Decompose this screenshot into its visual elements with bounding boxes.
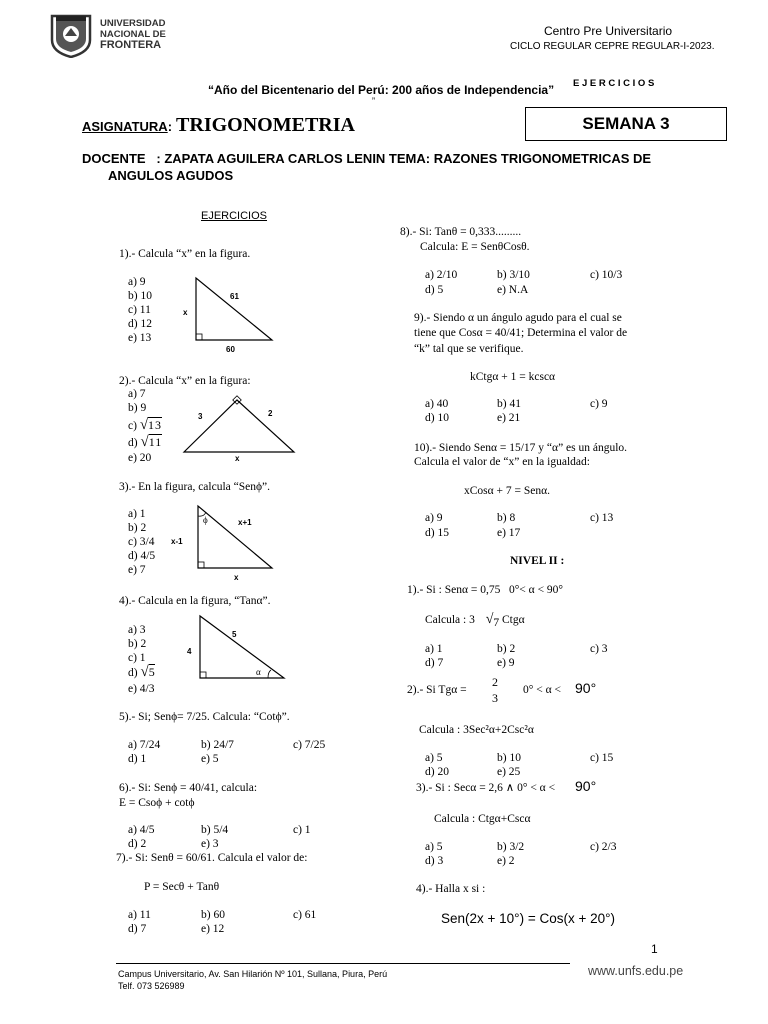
option: a) 5 [425, 841, 443, 853]
ejercicios-header: E J E R C I C I O S [573, 78, 655, 89]
label-side: x-1 [171, 537, 183, 546]
sqrt-icon: √ [140, 434, 149, 450]
level2-problem-3: 3).- Si : Secα = 2,6 ∧ 0° < α < [416, 782, 556, 794]
triangle-figure-2 [180, 392, 300, 464]
option: e) 20 [128, 452, 152, 464]
label-phi: ϕ [203, 515, 208, 525]
label-base: x [234, 573, 239, 582]
sqrt-icon: √ [485, 612, 494, 627]
option: e) 2 [497, 855, 515, 867]
university-logo [48, 14, 172, 58]
level2-problem-4: 4).- Halla x si : [416, 883, 486, 895]
option: c) 1 [293, 824, 311, 836]
label-side: 4 [187, 647, 192, 656]
option: d) 7 [425, 657, 444, 669]
problem-10-line1: 10).- Siendo Senα = 15/17 y “α” es un ángulo. [414, 442, 628, 454]
option-letter: d) [128, 437, 138, 449]
problem-3-question: 3).- En la figura, calcula “Senϕ”. [119, 481, 271, 493]
problem-8-line1: 8).- Si: Tanθ = 0,333......... [400, 226, 522, 238]
triangle-figure-3 [168, 502, 288, 586]
option: b) 10 [128, 290, 152, 302]
option: e) 3 [201, 838, 219, 850]
option: a) 5 [425, 752, 443, 764]
label-3: 3 [198, 412, 203, 421]
problem-10-line2: Calcula el valor de “x” en la igualdad: [414, 456, 590, 468]
option: b) 3/10 [497, 269, 530, 281]
option: d) 10 [425, 412, 449, 424]
option [128, 665, 155, 680]
radicand: 11 [148, 435, 163, 449]
option: c) 10/3 [590, 269, 623, 281]
option: a) 7/24 [128, 739, 161, 751]
problem-4-question: 4).- Calcula en la figura, “Tanα”. [119, 595, 271, 607]
triangle-figure-1 [180, 272, 280, 358]
university-crest-icon [48, 14, 94, 58]
option: a) 1 [425, 643, 443, 655]
range-limit: 90° [575, 680, 597, 696]
sqrt-icon: √ [139, 417, 149, 433]
university-name-line3: FRONTERA [100, 39, 162, 51]
problem-9-line3: “k” tal que se verifique. [414, 343, 524, 355]
range-limit: 90° [575, 778, 597, 794]
course-label: ASIGNATURA [82, 119, 168, 134]
option: e) 12 [201, 923, 225, 935]
option: d) 3 [425, 855, 444, 867]
option: d) 1 [128, 753, 147, 765]
option-letter: c) [128, 420, 137, 432]
radicand: 13 [148, 418, 163, 432]
label-alpha: α [256, 667, 261, 677]
option: a) 3 [128, 624, 146, 636]
range-prefix: 0° < α < [523, 684, 561, 696]
option: b) 60 [201, 909, 225, 921]
calc-radical [486, 613, 499, 630]
option: e) 5 [201, 753, 219, 765]
radicand: 5 [148, 665, 155, 679]
page-number: 1 [651, 942, 658, 956]
option: c) 9 [590, 398, 608, 410]
sqrt-icon: √ [140, 664, 149, 680]
option: e) 13 [128, 332, 152, 344]
option: a) 11 [128, 909, 151, 921]
option: c) 3/4 [128, 536, 155, 548]
problem-6-expression: E = Csoϕ + cotϕ [119, 797, 195, 809]
problem-10-expression: xCosα + 7 = Senα. [464, 485, 551, 497]
option: d) 4/5 [128, 550, 156, 562]
option: c) 1 [128, 652, 146, 664]
level-title: NIVEL II : [510, 555, 565, 567]
problem-2-question: 2).- Calcula “x” en la figura: [119, 375, 251, 387]
week-badge: SEMANA 3 [525, 107, 727, 141]
footer-address: Campus Universitario, Av. San Hilarión Nº 101, Sullana, Piura, Perú [118, 969, 388, 979]
option: b) 2 [128, 638, 147, 650]
problem-1-question: 1).- Calcula “x” en la figura. [119, 248, 251, 260]
university-name-line1: UNIVERSIDAD [100, 18, 166, 29]
option [128, 418, 162, 433]
level2-problem-1-calc [425, 613, 525, 630]
option: d) 2 [128, 838, 147, 850]
option: d) 7 [128, 923, 147, 935]
option: d) 15 [425, 527, 449, 539]
option: a) 9 [128, 276, 146, 288]
label-base: 60 [226, 345, 235, 354]
problem-7-expression: P = Secθ + Tanθ [144, 881, 220, 893]
option: e) N.A [497, 284, 529, 296]
fraction-denominator: 3 [492, 691, 498, 705]
option: b) 2 [497, 643, 516, 655]
option: c) 7/25 [293, 739, 326, 751]
radicand: 7 [493, 617, 500, 629]
label-hyp: x+1 [238, 518, 252, 527]
option: c) 3 [590, 643, 608, 655]
center-title: Centro Pre Universitario [544, 24, 673, 38]
option: b) 3/2 [497, 841, 525, 853]
level2-problem-4-equation: Sen(2x + 10°) = Cos(x + 20°) [441, 911, 616, 926]
option: c) 13 [590, 512, 614, 524]
option: c) 11 [128, 304, 151, 316]
option: b) 2 [128, 522, 147, 534]
triangle-figure-4 [180, 612, 292, 684]
footer-phone: Telf. 073 526989 [118, 981, 185, 991]
option: a) 2/10 [425, 269, 458, 281]
option-letter: d) [128, 667, 138, 679]
option: e) 4/3 [128, 683, 155, 695]
option [128, 435, 162, 450]
cycle-title: CICLO REGULAR CEPRE REGULAR-I-2023. [510, 41, 715, 52]
option: b) 5/4 [201, 824, 229, 836]
footer-website-link[interactable]: www.unfs.edu.pe [588, 964, 684, 978]
option: e) 25 [497, 766, 521, 778]
option: a) 4/5 [128, 824, 155, 836]
fraction-numerator: 2 [492, 675, 498, 689]
option: e) 17 [497, 527, 521, 539]
level2-problem-3-calc: Calcula : Ctgα+Cscα [434, 813, 531, 825]
option: c) 61 [293, 909, 317, 921]
university-name-line2: NACIONAL DE [100, 28, 166, 40]
label-x: x [235, 454, 240, 463]
motto-mark: ” [372, 96, 375, 106]
option: a) 40 [425, 398, 449, 410]
problem-5-question: 5).- Si; Senϕ= 7/25. Calcula: “Cotϕ”. [119, 711, 290, 723]
option: b) 10 [497, 752, 521, 764]
docente-line: DOCENTE : ZAPATA AGUILERA CARLOS LENIN TEMA: RAZONES TRIGONOMETRICAS DE [82, 151, 652, 166]
option: d) 5 [425, 284, 444, 296]
label-x: x [183, 308, 188, 317]
problem-6-question: 6).- Si: Senϕ = 40/41, calcula: [119, 782, 258, 794]
problem-9-line2: tiene que Cosα = 40/41; Determina el valor de [414, 327, 628, 339]
option: e) 9 [497, 657, 515, 669]
problem-8-line2: Calcula: E = SenθCosθ. [420, 241, 530, 253]
problem-7-question: 7).- Si: Senθ = 60/61. Calcula el valor de: [116, 852, 308, 864]
option: a) 9 [425, 512, 443, 524]
option: b) 8 [497, 512, 516, 524]
option: e) 21 [497, 412, 521, 424]
course-colon: : [167, 119, 173, 134]
option: a) 7 [128, 388, 146, 400]
problem-9-expression: kCtgα + 1 = kcscα [470, 371, 556, 383]
calc-prefix: Calcula : 3 [425, 614, 475, 626]
level2-problem-2: 2).- Si Tgα = [407, 684, 467, 696]
option: b) 24/7 [201, 739, 234, 751]
motto: “Año del Bicentenario del Perú: 200 años de Independencia” [208, 83, 555, 97]
level2-problem-1: 1).- Si : Senα = 0,75 0°< α < 90° [407, 584, 564, 596]
option: c) 2/3 [590, 841, 617, 853]
topic-line: ANGULOS AGUDOS [108, 168, 234, 183]
option: d) 12 [128, 318, 152, 330]
fraction [492, 674, 498, 706]
problem-9-line1: 9).- Siendo α un ángulo agudo para el cual se [414, 312, 622, 324]
course-line [82, 114, 355, 137]
calc-suffix: Ctgα [502, 614, 525, 626]
label-2: 2 [268, 409, 273, 418]
option: a) 1 [128, 508, 146, 520]
option: c) 15 [590, 752, 614, 764]
section-title: EJERCICIOS [201, 210, 268, 222]
footer-divider [116, 963, 570, 964]
option: d) 20 [425, 766, 449, 778]
level2-problem-2-calc: Calcula : 3Sec²α+2Csc²α [419, 724, 534, 736]
label-hyp: 61 [230, 292, 239, 301]
option: b) 9 [128, 402, 147, 414]
course-name: TRIGONOMETRIA [176, 114, 355, 136]
label-hyp: 5 [232, 630, 237, 639]
option: e) 7 [128, 564, 146, 576]
option: b) 41 [497, 398, 521, 410]
